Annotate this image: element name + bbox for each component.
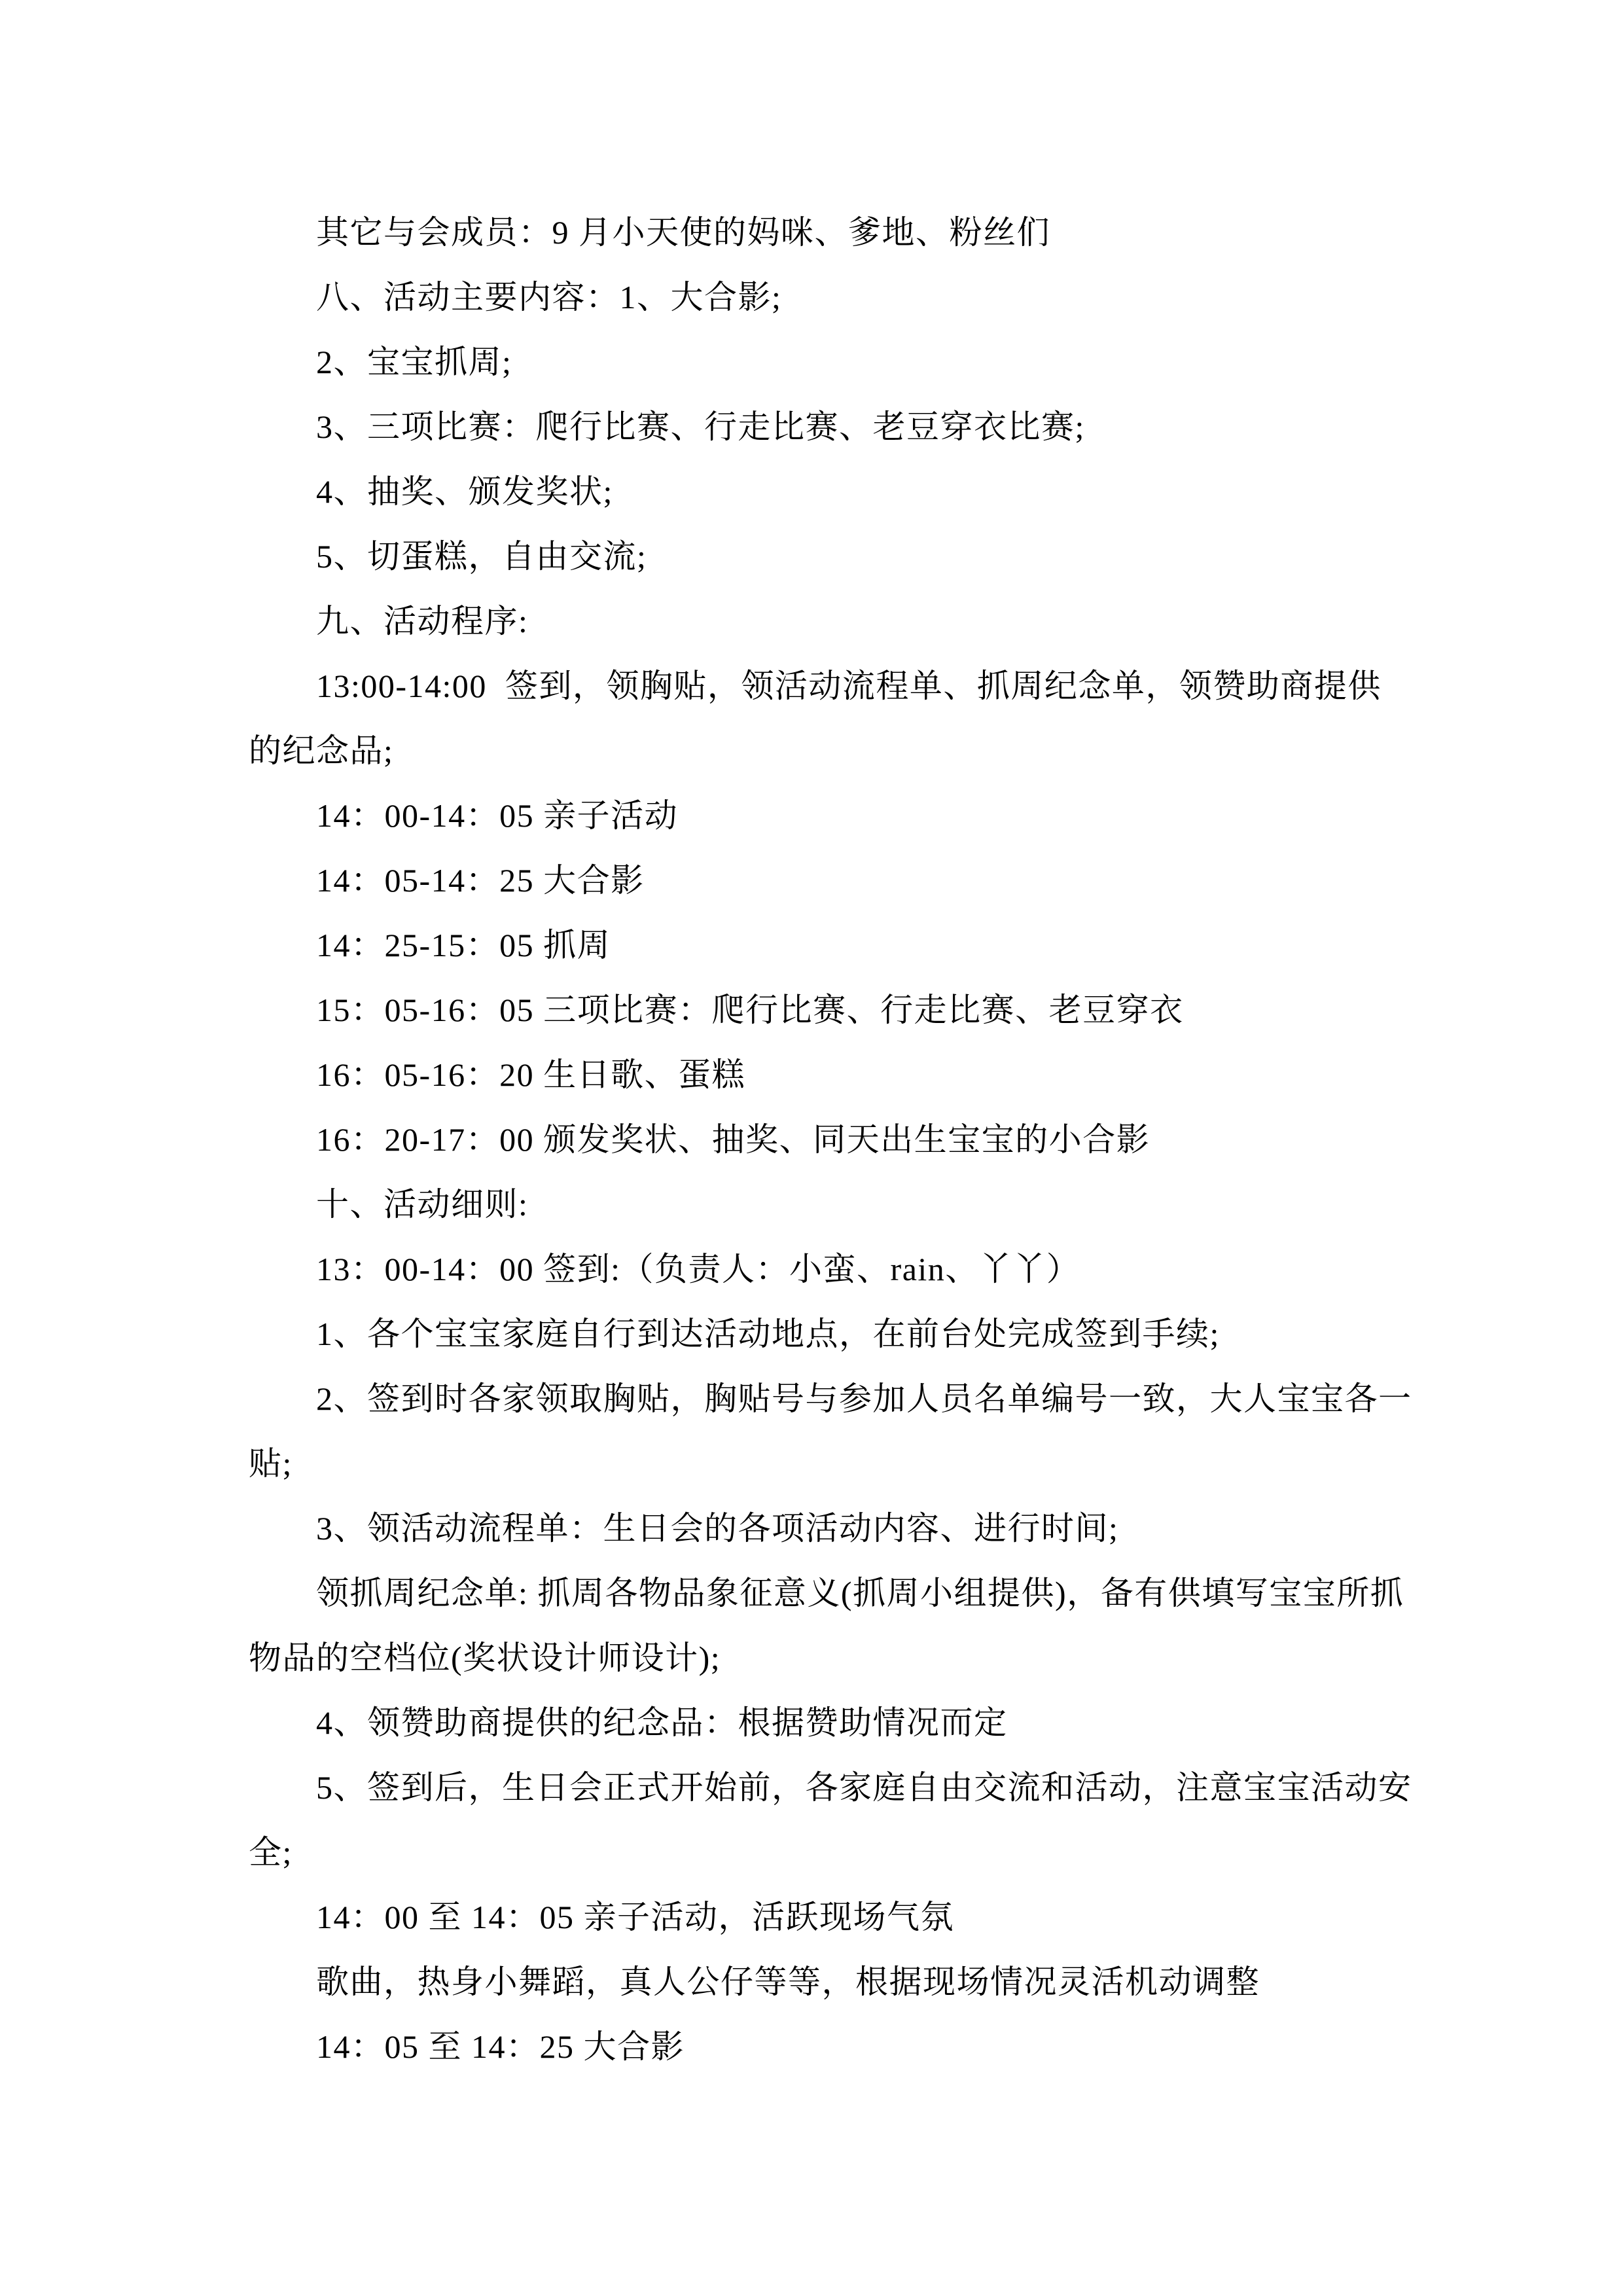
text-line: 5、切蛋糕，自由交流; <box>316 538 647 575</box>
text-line: 13:00-14:00 签到，领胸贴，领活动流程单、抓周纪念单，领赞助商提供 <box>316 668 1382 704</box>
text-line: 贴; <box>249 1445 293 1482</box>
text-line: 14：00-14：05 亲子活动 <box>316 797 679 834</box>
text-line: 的纪念品; <box>249 732 394 769</box>
text-line: 全; <box>249 1834 293 1871</box>
text-line: 3、三项比赛：爬行比赛、行走比赛、老豆穿衣比赛; <box>316 408 1085 445</box>
text-line: 16：20-17：00 颁发奖状、抽奖、同天出生宝宝的小合影 <box>316 1121 1150 1158</box>
text-line: 16：05-16：20 生日歌、蛋糕 <box>316 1056 746 1093</box>
text-line: 1、各个宝宝家庭自行到达活动地点，在前台处完成签到手续; <box>316 1316 1220 1352</box>
text-line: 其它与会成员：9 月小天使的妈咪、爹地、粉丝们 <box>316 214 1050 251</box>
text-line: 14：00 至 14：05 亲子活动，活跃现场气氛 <box>316 1899 954 1935</box>
document-body <box>249 200 1412 2079</box>
text-line: 5、签到后，生日会正式开始前，各家庭自由交流和活动，注意宝宝活动安 <box>316 1769 1412 1806</box>
text-line: 14：05 至 14：25 大合影 <box>316 2028 685 2065</box>
text-line: 十、活动细则: <box>316 1186 529 1223</box>
text-line: 15：05-16：05 三项比赛：爬行比赛、行走比赛、老豆穿衣 <box>316 992 1184 1028</box>
text-line: 物品的空档位(奖状设计师设计); <box>249 1640 721 1676</box>
text-line: 14：25-15：05 抓周 <box>316 927 611 963</box>
text-line: 九、活动程序: <box>316 603 529 639</box>
text-line: 2、宝宝抓周; <box>316 344 512 380</box>
text-line: 2、签到时各家领取胸贴，胸贴号与参加人员名单编号一致，大人宝宝各一 <box>316 1380 1412 1417</box>
text-line: 4、抽奖、颁发奖状; <box>316 473 613 510</box>
text-line: 歌曲，热身小舞蹈，真人公仔等等，根据现场情况灵活机动调整 <box>316 1964 1260 2000</box>
text-line: 八、活动主要内容：1、大合影; <box>316 279 782 315</box>
text-line: 领抓周纪念单: 抓周各物品象征意义(抓周小组提供)，备有供填写宝宝所抓 <box>316 1575 1404 1611</box>
text-line: 14：05-14：25 大合影 <box>316 862 645 899</box>
text-line: 13：00-14：00 签到:（负责人：小蛮、rain、丫丫） <box>316 1251 1080 1287</box>
text-line: 4、领赞助商提供的纪念品：根据赞助情况而定 <box>316 1704 1008 1741</box>
text-line: 3、领活动流程单：生日会的各项活动内容、进行时间; <box>316 1510 1119 1547</box>
